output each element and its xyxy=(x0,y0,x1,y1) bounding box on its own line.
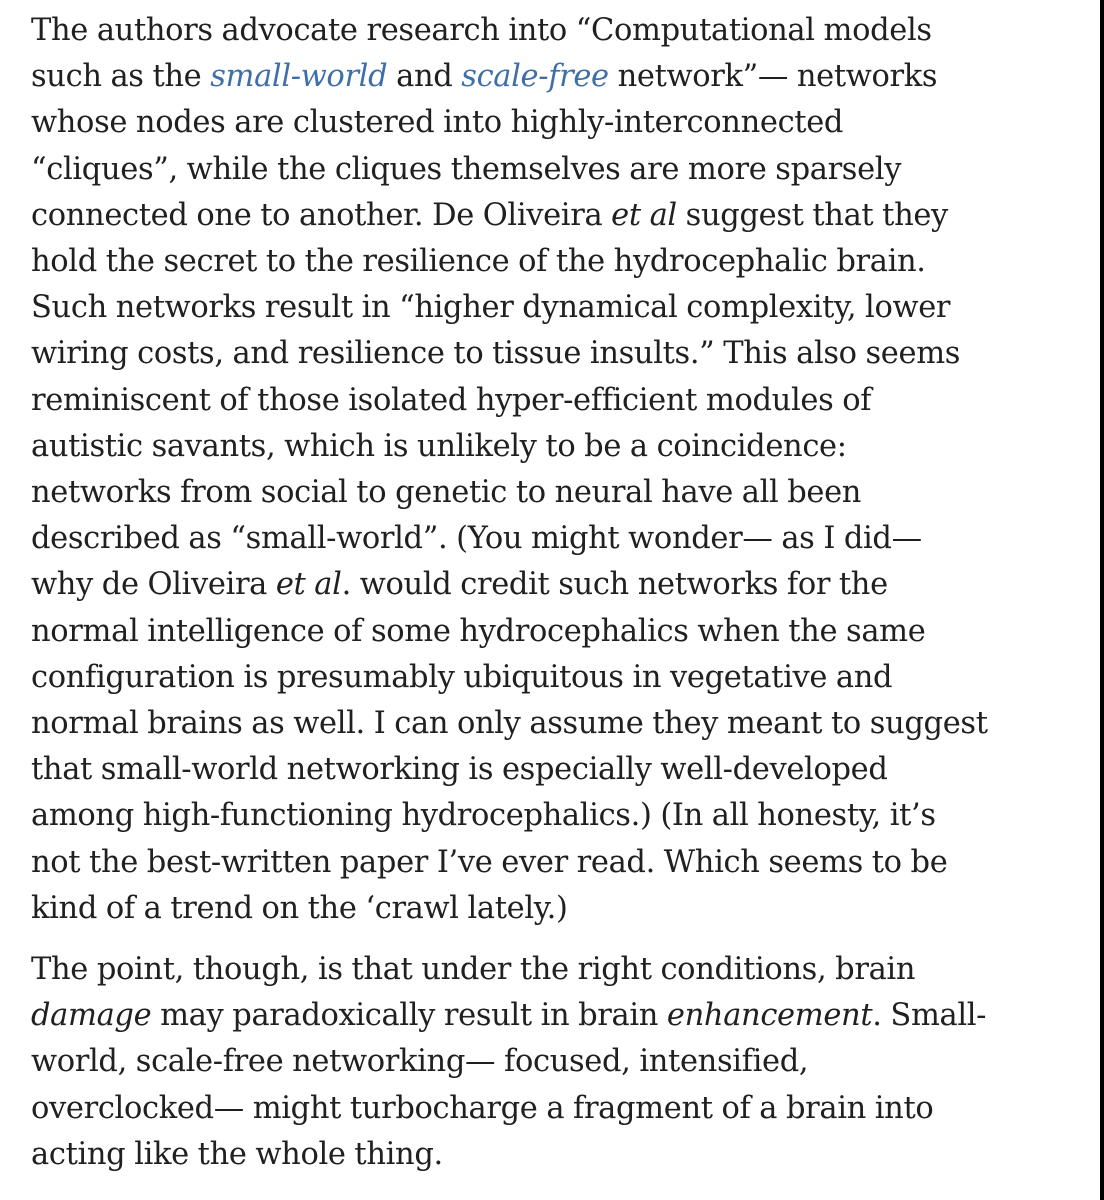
text-line: hold the secret to the resilience of the hydrocephalic brain. xyxy=(31,244,926,280)
text-line: The point, though, is that under the right conditions, brain xyxy=(31,952,916,988)
emphasis: et al xyxy=(275,567,342,603)
text-run: suggest that they xyxy=(676,197,948,233)
scale-free-link[interactable]: scale-free xyxy=(461,59,609,95)
text-line xyxy=(31,54,1046,100)
text-line: normal intelligence of some hydrocephalics when the same xyxy=(31,613,926,649)
text-line: not the best-written paper I’ve ever read. Which seems to be xyxy=(31,844,948,880)
text-line xyxy=(31,562,1046,608)
text-line: acting like the whole thing. xyxy=(31,1136,443,1172)
emphasis: et al xyxy=(611,197,677,233)
text-line: configuration is presumably ubiquitous in vegetative and xyxy=(31,659,893,695)
text-line: that small-world networking is especially well-developed xyxy=(31,752,888,788)
text-line: whose nodes are clustered into highly-interconnected xyxy=(31,105,844,141)
text-line: networks from social to genetic to neural have all been xyxy=(31,475,862,511)
text-run: and xyxy=(387,59,462,95)
text-line: Such networks result in “higher dynamical complexity, lower xyxy=(31,290,951,326)
text-line: “cliques”, while the cliques themselves are more sparsely xyxy=(31,151,902,187)
text-run: connected one to another. De Oliveira xyxy=(31,197,612,233)
article-body xyxy=(31,8,1046,1178)
text-line: wiring costs, and resilience to tissue insults.” This also seems xyxy=(31,336,961,372)
text-run: . Small- xyxy=(872,998,987,1034)
emphasis: enhancement xyxy=(666,998,873,1034)
text-line: described as “small-world”. (You might wonder— as I did— xyxy=(31,521,922,557)
small-world-link[interactable]: small-world xyxy=(210,59,388,95)
text-line: overclocked— might turbocharge a fragment of a brain into xyxy=(31,1090,934,1126)
text-line: world, scale-free networking— focused, intensified, xyxy=(31,1044,809,1080)
text-line: among high-functioning hydrocephalics.) (In all honesty, it’s xyxy=(31,798,936,834)
text-line: normal brains as well. I can only assume they meant to suggest xyxy=(31,706,988,742)
text-line: reminiscent of those isolated hyper-efficient modules of xyxy=(31,382,872,418)
text-line xyxy=(31,993,1046,1039)
paragraph-2 xyxy=(31,947,1046,1178)
paragraph-1 xyxy=(31,8,1046,932)
text-run: . would credit such networks for the xyxy=(341,567,888,603)
text-line: autistic savants, which is unlikely to be a coincidence: xyxy=(31,428,847,464)
text-run: may paradoxically result in brain xyxy=(151,998,667,1034)
text-line: The authors advocate research into “Computational models xyxy=(31,13,932,48)
screen-edge xyxy=(1100,0,1104,1200)
text-line xyxy=(31,193,1046,239)
text-run: why de Oliveira xyxy=(31,567,276,603)
text-run: network”— networks xyxy=(608,59,938,95)
text-run: such as the xyxy=(31,59,211,95)
emphasis: damage xyxy=(31,998,152,1034)
text-line: kind of a trend on the ‘crawl lately.) xyxy=(31,890,568,926)
